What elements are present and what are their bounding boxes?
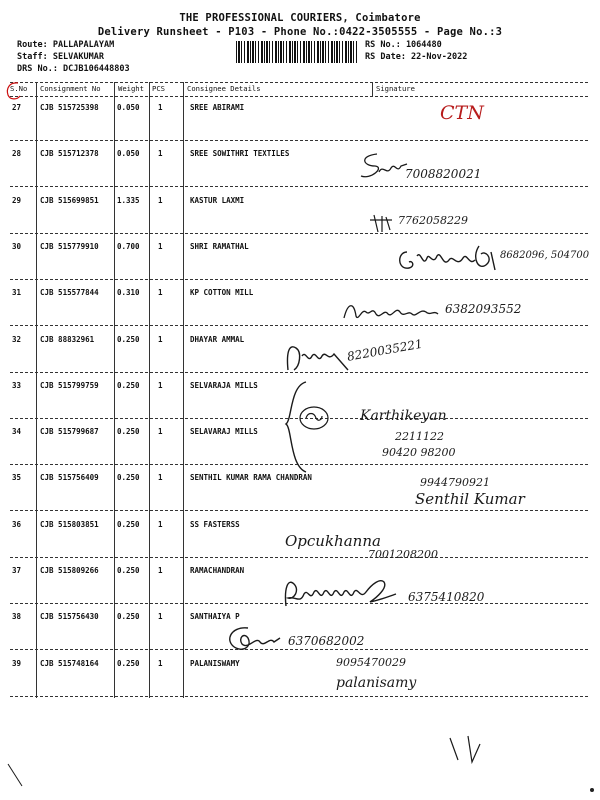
- row-divider: [10, 140, 588, 141]
- row-pcs: 1: [158, 473, 163, 482]
- row-weight: 0.250: [117, 473, 140, 482]
- signature-scrawl: [282, 340, 352, 380]
- pen-mark: [4, 760, 28, 790]
- rs-date: RS Date: 22-Nov-2022: [365, 52, 468, 62]
- row-sno: 34: [12, 427, 22, 436]
- row-sno: 33: [12, 381, 22, 390]
- row-weight: 0.250: [117, 566, 140, 575]
- row-divider: [10, 696, 588, 697]
- table-row: [0, 196, 600, 208]
- row-consignment-no: CJB 515699851: [40, 196, 99, 205]
- col-divider: [372, 82, 373, 96]
- row-consignment-no: CJB 515577844: [40, 288, 99, 297]
- table-row: [0, 659, 600, 671]
- row-sno: 29: [12, 196, 22, 205]
- row-pcs: 1: [158, 659, 163, 668]
- row-divider: [10, 557, 588, 558]
- row-sno: 31: [12, 288, 22, 297]
- row-sno: 35: [12, 473, 22, 482]
- row-divider: [10, 649, 588, 650]
- row-consignment-no: CJB 515779910: [40, 242, 99, 251]
- table-row: [0, 520, 600, 532]
- row-sno: 37: [12, 566, 22, 575]
- row-weight: 0.250: [117, 427, 140, 436]
- row-sno: 38: [12, 612, 22, 621]
- row-divider: [10, 233, 588, 234]
- handwritten-phone: 2211122: [395, 430, 444, 443]
- row-consignee: KASTUR LAXMI: [190, 196, 245, 205]
- handwritten-phone: 6370682002: [288, 634, 365, 648]
- header-top-rule: [10, 82, 588, 83]
- row-consignee: SREE ABIRAMI: [190, 103, 245, 112]
- company-title: THE PROFESSIONAL COURIERS, Coimbatore: [179, 12, 421, 24]
- row-divider: [10, 186, 588, 187]
- handwritten-phone: 7008820021: [405, 167, 482, 181]
- row-pcs: 1: [158, 427, 163, 436]
- handwritten-phone: 9944790921: [420, 476, 490, 489]
- row-consignee: SANTHAIYA P: [190, 612, 240, 621]
- route-label: Route: PALLAPALAYAM: [17, 40, 115, 50]
- signature-scrawl: [280, 574, 400, 610]
- row-consignment-no: CJB 515803851: [40, 520, 99, 529]
- row-consignment-no: CJB 515725398: [40, 103, 99, 112]
- col-sno: S.No: [10, 84, 28, 93]
- handwritten-phone: 8220035221: [346, 336, 424, 364]
- runsheet-title: Delivery Runsheet - P103 - Phone No.:0422-3505555 - Page No.:3: [97, 26, 503, 38]
- row-weight: 0.700: [117, 242, 140, 251]
- row-sno: 32: [12, 335, 22, 344]
- row-pcs: 1: [158, 288, 163, 297]
- signature-scrawl: [222, 622, 282, 654]
- row-consignee: SHRI RAMATHAL: [190, 242, 249, 251]
- row-weight: 0.310: [117, 288, 140, 297]
- row-pcs: 1: [158, 335, 163, 344]
- row-consignee: DHAYAR AMMAL: [190, 335, 245, 344]
- table-row: [0, 103, 600, 115]
- row-divider: [10, 279, 588, 280]
- staff-label: Staff: SELVAKUMAR: [17, 52, 104, 62]
- col-signature: Signature: [376, 84, 415, 93]
- row-sno: 39: [12, 659, 22, 668]
- row-consignee: SREE SOWITHRI TEXTILES: [190, 149, 290, 158]
- row-weight: 0.250: [117, 612, 140, 621]
- row-consignee: SENTHIL KUMAR RAMA CHANDRAN: [190, 473, 312, 482]
- row-weight: 0.250: [117, 659, 140, 668]
- row-divider: [10, 510, 588, 511]
- handwritten-phone: 7762058229: [398, 214, 468, 227]
- row-sno: 36: [12, 520, 22, 529]
- barcode: [236, 41, 358, 63]
- row-sno: 27: [12, 103, 22, 112]
- handwritten-signature: Karthikeyan: [360, 408, 447, 424]
- row-pcs: 1: [158, 566, 163, 575]
- row-pcs: 1: [158, 196, 163, 205]
- circled-mark: [298, 404, 332, 432]
- handwritten-signature: Opcukhanna: [285, 532, 381, 550]
- row-weight: 0.250: [117, 381, 140, 390]
- row-pcs: 1: [158, 103, 163, 112]
- table-row: [0, 149, 600, 161]
- row-consignment-no: CJB 515712378: [40, 149, 99, 158]
- row-consignee: PALANISWAMY: [190, 659, 240, 668]
- row-sno: 30: [12, 242, 22, 251]
- col-weight: Weight: [118, 84, 144, 93]
- signature-scrawl: [340, 296, 440, 326]
- header-bottom-rule: [10, 96, 588, 97]
- handwritten-phone: 90420 98200: [382, 446, 456, 459]
- row-consignee: SELAVARAJ MILLS: [190, 427, 258, 436]
- handwritten-phone: 9095470029: [336, 656, 406, 669]
- row-pcs: 1: [158, 612, 163, 621]
- row-consignment-no: CJB 515756409: [40, 473, 99, 482]
- row-consignment-no: CJB 515799759: [40, 381, 99, 390]
- circle-mark: [4, 80, 26, 102]
- row-consignee: SELVARAJA MILLS: [190, 381, 258, 390]
- row-consignment-no: CJB 515799687: [40, 427, 99, 436]
- row-consignee: KP COTTON MILL: [190, 288, 254, 297]
- row-consignment-no: CJB 88832961: [40, 335, 95, 344]
- rs-number: RS No.: 1064480: [365, 40, 442, 50]
- signature-scrawl: [368, 212, 396, 234]
- row-consignment-no: CJB 515756430: [40, 612, 99, 621]
- row-weight: 0.050: [117, 103, 140, 112]
- row-consignee: SS FASTERSS: [190, 520, 240, 529]
- handwritten-phone: 6375410820: [408, 590, 485, 604]
- handwritten-signature: palanisamy: [336, 675, 417, 691]
- handwritten-signature: Senthil Kumar: [415, 490, 525, 508]
- col-consignee: Consignee Details: [187, 84, 261, 93]
- table-row: [0, 288, 600, 300]
- col-pcs: PCS: [152, 84, 165, 93]
- row-consignment-no: CJB 515748164: [40, 659, 99, 668]
- column-header-row: [0, 84, 600, 96]
- handwritten-phone: 7001208200: [368, 548, 438, 561]
- dot-mark: [590, 788, 594, 792]
- signature-scrawl: [395, 242, 505, 278]
- row-weight: 0.250: [117, 335, 140, 344]
- col-consignment: Consignment No: [40, 84, 101, 93]
- row-sno: 28: [12, 149, 22, 158]
- drs-number: DRS No.: DCJB106448803: [17, 64, 130, 74]
- row-consignee: RAMACHANDRAN: [190, 566, 245, 575]
- handwritten-phone: 6382093552: [445, 302, 522, 316]
- table-row: [0, 612, 600, 624]
- row-consignment-no: CJB 515809266: [40, 566, 99, 575]
- row-weight: 1.335: [117, 196, 140, 205]
- row-weight: 0.050: [117, 149, 140, 158]
- pen-mark: [440, 734, 500, 764]
- row-pcs: 1: [158, 381, 163, 390]
- handwritten-phone: 8682096, 504700: [500, 250, 590, 261]
- row-pcs: 1: [158, 149, 163, 158]
- row-divider: [10, 325, 588, 326]
- handwritten-note: CTN: [440, 102, 484, 124]
- row-pcs: 1: [158, 520, 163, 529]
- row-pcs: 1: [158, 242, 163, 251]
- row-weight: 0.250: [117, 520, 140, 529]
